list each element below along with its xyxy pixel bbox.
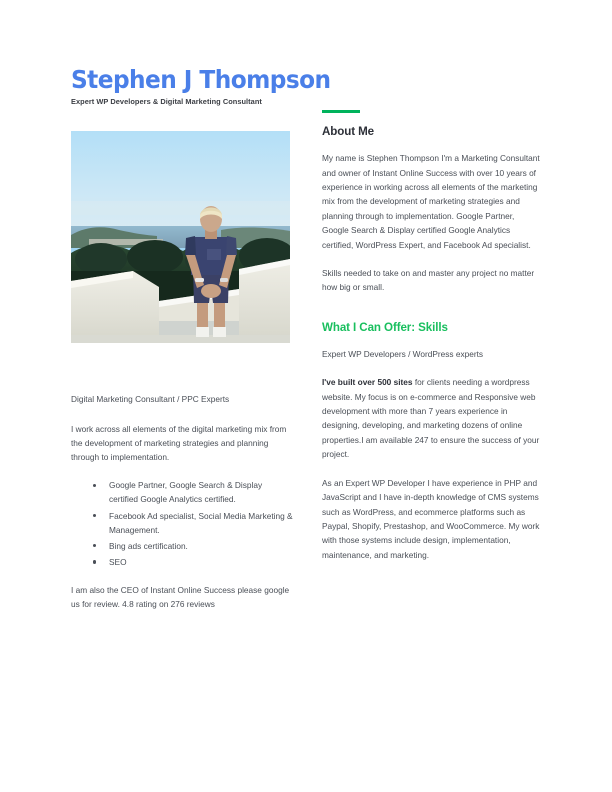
profile-photo-image	[71, 131, 290, 343]
list-item: Google Partner, Google Search & Display certified Google Analytics certified.	[93, 478, 293, 506]
skills-paragraph-1-rest: for clients needing a wordpress website. My focus is on e-commerce and Responsive web development with more than 7 years experience in designing, developing, and marketing dozens of online properties.I am available 247 to ensure the success of your project.	[322, 377, 540, 460]
left-closing-paragraph: I am also the CEO of Instant Online Success please google us for review. 4.8 rating on 276 reviews	[71, 584, 290, 610]
list-item: Facebook Ad specialist, Social Media Marketing & Management.	[93, 509, 293, 537]
left-column	[71, 131, 290, 343]
skills-subheading: Expert WP Developers / WordPress experts	[322, 348, 484, 359]
about-paragraph-1: My name is Stephen Thompson I'm a Marketing Consultant and owner of Instant Online Success with over 10 years of experience in working across all elements of the marketing mix from the development of marketing strategies and planning through to implementation. Google Partner, Google Search & Display certified Google Analytics certified, WordPress Expert, and Facebook Ad specialist.	[322, 153, 540, 250]
skills-paragraph-1	[322, 375, 542, 461]
header-subtitle: Expert WP Developers & Digital Marketing Consultant	[71, 97, 262, 106]
list-item: Bing ads certification.	[93, 539, 293, 553]
left-lead-text: Digital Marketing Consultant / PPC Experts	[71, 394, 230, 404]
skills-paragraph-2: As an Expert WP Developer I have experience in PHP and JavaScript and I have in-depth knowledge of CMS systems such as WordPress, and ecommerce platforms such as Paypal, Shopify, Prestashop, and WooCommerce. My work with those systems include design, implementation, maintenance, and marketing.	[322, 477, 540, 560]
about-paragraph-2: Skills needed to take on and master any project no matter how big or small.	[322, 268, 535, 293]
page-title: Stephen J Thompson	[71, 65, 331, 94]
skills-bullet-list	[71, 478, 293, 569]
left-column-body	[71, 392, 293, 625]
right-column	[322, 110, 542, 576]
skills-heading: What I Can Offer: Skills	[322, 320, 448, 334]
skills-paragraph-1-bold: I've built over 500 sites	[322, 377, 413, 388]
accent-bar-icon	[322, 110, 360, 113]
about-me-heading: About Me	[322, 125, 375, 139]
left-intro-paragraph: I work across all elements of the digital marketing mix from the development of marketing strategies and planning through to implementation.	[71, 424, 287, 463]
profile-photo	[71, 131, 290, 343]
header	[71, 66, 371, 107]
list-item: SEO	[93, 555, 293, 569]
